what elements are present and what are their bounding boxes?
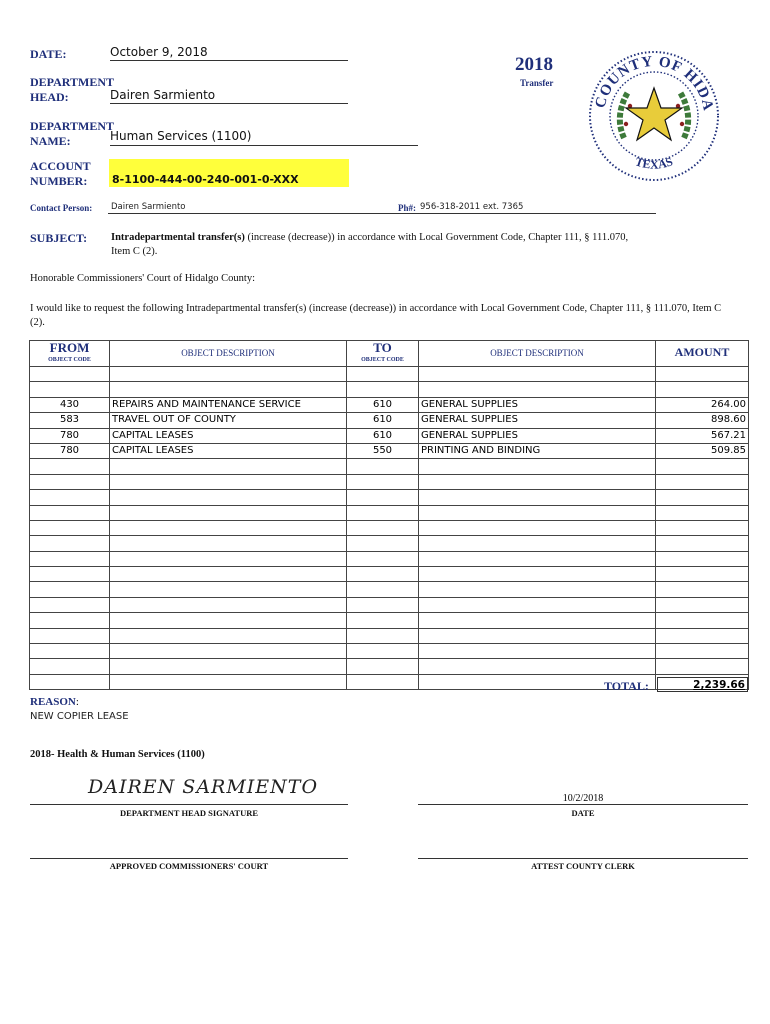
from-header: [30, 341, 110, 367]
from-description-cell[interactable]: CAPITAL LEASES: [110, 443, 347, 458]
blank-cell[interactable]: [30, 644, 110, 659]
blank-cell[interactable]: [656, 567, 749, 582]
svg-text:TEXAS: [633, 154, 674, 171]
account-number-highlight: [109, 159, 349, 187]
blank-cell[interactable]: [347, 459, 419, 474]
blank-cell[interactable]: [419, 520, 656, 535]
blank-cell[interactable]: [347, 551, 419, 566]
blank-cell[interactable]: [30, 582, 110, 597]
transfer-table: [29, 340, 749, 690]
county-clerk-caption: ATTEST COUNTY CLERK: [531, 861, 635, 871]
dept-head-signature-line: [30, 804, 348, 805]
from-description-label: OBJECT DESCRIPTION: [181, 348, 275, 358]
blank-cell[interactable]: [347, 505, 419, 520]
reason-field[interactable]: NEW COPIER LEASE: [30, 711, 129, 722]
contact-person-field[interactable]: Dairen Sarmiento: [111, 202, 186, 212]
dept-name-field[interactable]: Human Services (1100): [110, 129, 418, 146]
blank-cell[interactable]: [419, 628, 656, 643]
blank-cell[interactable]: [110, 505, 347, 520]
blank-cell[interactable]: [656, 628, 749, 643]
blank-cell[interactable]: [30, 520, 110, 535]
table-row-blank: [30, 459, 749, 474]
subject-line1-rest: (increase (decrease)) in accordance with Local Government Code, Chapter 111, § 111.070,: [244, 232, 629, 243]
blank-cell[interactable]: [347, 613, 419, 628]
to-description-cell[interactable]: GENERAL SUPPLIES: [419, 397, 656, 412]
subject-line2: Item C (2).: [111, 246, 158, 257]
account-label-line1: ACCOUNT: [30, 159, 91, 173]
table-row-blank: [30, 597, 749, 612]
blank-cell[interactable]: [30, 551, 110, 566]
blank-cell[interactable]: [110, 582, 347, 597]
blank-cell[interactable]: [347, 628, 419, 643]
to-code-cell[interactable]: 550: [347, 443, 419, 458]
blank-cell[interactable]: [656, 613, 749, 628]
blank-cell[interactable]: [419, 613, 656, 628]
blank-cell[interactable]: [110, 674, 347, 689]
table-row-blank: [30, 474, 749, 489]
dept-name-label-line2: NAME:: [30, 134, 71, 148]
from-code-cell[interactable]: 583: [30, 413, 110, 428]
blank-cell[interactable]: [656, 582, 749, 597]
account-label-line2: NUMBER:: [30, 174, 88, 188]
blank-cell[interactable]: [419, 551, 656, 566]
blank-cell[interactable]: [419, 505, 656, 520]
table-row-blank: [30, 382, 749, 397]
from-object-code-label: OBJECT CODE: [48, 357, 91, 363]
county-clerk-line: [418, 858, 748, 859]
blank-cell[interactable]: [110, 551, 347, 566]
blank-cell[interactable]: [419, 490, 656, 505]
subject-bold: Intradepartmental transfer(s): [111, 232, 245, 243]
county-seal: [586, 48, 722, 184]
table-row-blank: [30, 505, 749, 520]
transfer-caption: Transfer: [520, 78, 554, 88]
request-line1: I would like to request the following Intradepartmental transfer(s) (increase (decrease)) in accordance with Local Government Code, Chapter 111, § 111.070, Item C: [30, 303, 722, 314]
blank-cell[interactable]: [347, 474, 419, 489]
blank-cell[interactable]: [30, 459, 110, 474]
date-line: [418, 804, 748, 805]
table-header-row: [30, 341, 749, 367]
dept-head-signature-caption: DEPARTMENT HEAD SIGNATURE: [119, 808, 259, 818]
blank-cell[interactable]: [419, 644, 656, 659]
total-value: 2,239.66: [693, 679, 745, 691]
table-row: [30, 397, 749, 412]
blank-cell[interactable]: [30, 613, 110, 628]
table-row-blank: [30, 659, 749, 674]
blank-cell[interactable]: [656, 659, 749, 674]
subject-label: SUBJECT:: [30, 231, 88, 245]
blank-cell[interactable]: [110, 474, 347, 489]
seal-top-text: COUNTY OF HIDA: [592, 53, 716, 113]
total-amount: [657, 677, 748, 692]
from-description-header: [110, 341, 347, 367]
blank-cell[interactable]: [30, 490, 110, 505]
subject-text: [111, 231, 671, 259]
blank-cell[interactable]: [656, 644, 749, 659]
date-caption: DATE: [571, 808, 595, 818]
blank-cell[interactable]: [110, 659, 347, 674]
to-description-cell[interactable]: GENERAL SUPPLIES: [419, 428, 656, 443]
table-row: [30, 443, 749, 458]
from-label: FROM: [49, 340, 90, 355]
reason-colon: :: [75, 696, 79, 708]
to-code-cell[interactable]: 610: [347, 413, 419, 428]
request-paragraph: [30, 302, 750, 330]
phone-label: Ph#:: [398, 203, 416, 213]
from-description-cell[interactable]: TRAVEL OUT OF COUNTY: [110, 413, 347, 428]
blank-cell[interactable]: [30, 659, 110, 674]
blank-cell[interactable]: [110, 628, 347, 643]
dept-head-label-line2: HEAD:: [30, 90, 69, 104]
blank-cell[interactable]: [347, 490, 419, 505]
to-description-cell[interactable]: GENERAL SUPPLIES: [419, 413, 656, 428]
signature-date-field[interactable]: 10/2/2018: [562, 793, 604, 804]
blank-cell[interactable]: [347, 567, 419, 582]
table-row-blank: [30, 582, 749, 597]
table-row-blank: [30, 490, 749, 505]
blank-cell[interactable]: [347, 644, 419, 659]
blank-cell[interactable]: [30, 505, 110, 520]
blank-cell[interactable]: [419, 474, 656, 489]
blank-cell[interactable]: [30, 628, 110, 643]
blank-cell[interactable]: [347, 536, 419, 551]
phone-field[interactable]: 956-318-2011 ext. 7365: [420, 202, 524, 212]
table-row-blank: [30, 613, 749, 628]
blank-cell[interactable]: [30, 567, 110, 582]
blank-cell[interactable]: [656, 474, 749, 489]
amount-header: [656, 341, 749, 367]
to-description-label: OBJECT DESCRIPTION: [490, 348, 584, 358]
commissioners-court-caption: APPROVED COMMISSIONERS' COURT: [109, 861, 269, 871]
from-code-cell[interactable]: 780: [30, 443, 110, 458]
blank-cell[interactable]: [419, 597, 656, 612]
account-number-field[interactable]: 8-1100-444-00-240-001-0-XXX: [112, 173, 299, 186]
dept-head-field[interactable]: Dairen Sarmiento: [110, 88, 348, 104]
blank-cell[interactable]: [656, 536, 749, 551]
blank-cell[interactable]: [656, 490, 749, 505]
to-code-cell[interactable]: 610: [347, 397, 419, 412]
salutation: Honorable Commissioners' Court of Hidalgo County:: [30, 273, 256, 284]
blank-cell[interactable]: [110, 567, 347, 582]
reason-label-text: REASON: [30, 696, 76, 708]
blank-cell[interactable]: [419, 567, 656, 582]
dept-head-label-line1: DEPARTMENT: [30, 75, 115, 89]
date-field[interactable]: October 9, 2018: [110, 45, 348, 61]
seal-bottom-text: TEXAS: [633, 154, 675, 172]
from-code-cell[interactable]: 430: [30, 397, 110, 412]
to-header: [347, 341, 419, 367]
to-code-cell[interactable]: 610: [347, 428, 419, 443]
commissioners-court-line: [30, 858, 348, 859]
contact-line: [108, 200, 656, 214]
blank-cell[interactable]: [347, 659, 419, 674]
request-line2: (2).: [30, 317, 45, 328]
blank-cell[interactable]: [110, 459, 347, 474]
blank-cell[interactable]: [30, 597, 110, 612]
blank-cell[interactable]: [419, 536, 656, 551]
table-row-blank: [30, 644, 749, 659]
blank-cell[interactable]: [110, 536, 347, 551]
blank-cell[interactable]: [656, 551, 749, 566]
to-description-header: [419, 341, 656, 367]
dept-name-label-line1: DEPARTMENT: [30, 119, 115, 133]
table-row-blank: [30, 551, 749, 566]
blank-cell[interactable]: [30, 674, 110, 689]
blank-cell[interactable]: [656, 520, 749, 535]
reason-label: [30, 695, 79, 710]
star-icon: [626, 88, 682, 140]
footer-note: 2018- Health & Human Services (1100): [30, 749, 205, 760]
total-label: TOTAL:: [604, 679, 649, 693]
blank-cell[interactable]: [110, 597, 347, 612]
amount-cell[interactable]: 567.21: [656, 428, 749, 443]
table-row-blank: [30, 520, 749, 535]
blank-cell[interactable]: [419, 582, 656, 597]
blank-cell[interactable]: [419, 659, 656, 674]
amount-cell[interactable]: 264.00: [656, 397, 749, 412]
blank-cell[interactable]: [347, 597, 419, 612]
amount-label: AMOUNT: [674, 345, 730, 359]
blank-cell[interactable]: [347, 520, 419, 535]
blank-cell[interactable]: [347, 582, 419, 597]
table-row-blank: [30, 567, 749, 582]
date-label: DATE:: [30, 47, 67, 61]
table-row: [30, 428, 749, 443]
from-code-cell[interactable]: 780: [30, 428, 110, 443]
blank-cell[interactable]: [110, 613, 347, 628]
blank-cell[interactable]: [30, 536, 110, 551]
to-object-code-label: OBJECT CODE: [361, 357, 404, 363]
amount-cell[interactable]: 509.85: [656, 443, 749, 458]
table-row: [30, 413, 749, 428]
blank-cell[interactable]: [110, 644, 347, 659]
blank-cell[interactable]: [656, 597, 749, 612]
blank-cell[interactable]: [110, 520, 347, 535]
table-row-blank: [30, 367, 749, 382]
blank-cell[interactable]: [656, 459, 749, 474]
to-description-cell[interactable]: PRINTING AND BINDING: [419, 443, 656, 458]
from-description-cell[interactable]: REPAIRS AND MAINTENANCE SERVICE: [110, 397, 347, 412]
amount-cell[interactable]: 898.60: [656, 413, 749, 428]
to-label: TO: [373, 340, 392, 355]
blank-cell[interactable]: [347, 674, 419, 689]
blank-cell[interactable]: [110, 490, 347, 505]
blank-cell[interactable]: [656, 505, 749, 520]
table-row-blank: [30, 536, 749, 551]
blank-cell[interactable]: [419, 459, 656, 474]
contact-label: Contact Person:: [30, 203, 93, 213]
blank-cell[interactable]: [30, 474, 110, 489]
from-description-cell[interactable]: CAPITAL LEASES: [110, 428, 347, 443]
blank-rows: [30, 459, 749, 690]
year-heading: 2018: [515, 54, 553, 75]
table-row-blank: [30, 628, 749, 643]
department-head-signature: DAIREN SARMIENTO: [88, 776, 319, 798]
